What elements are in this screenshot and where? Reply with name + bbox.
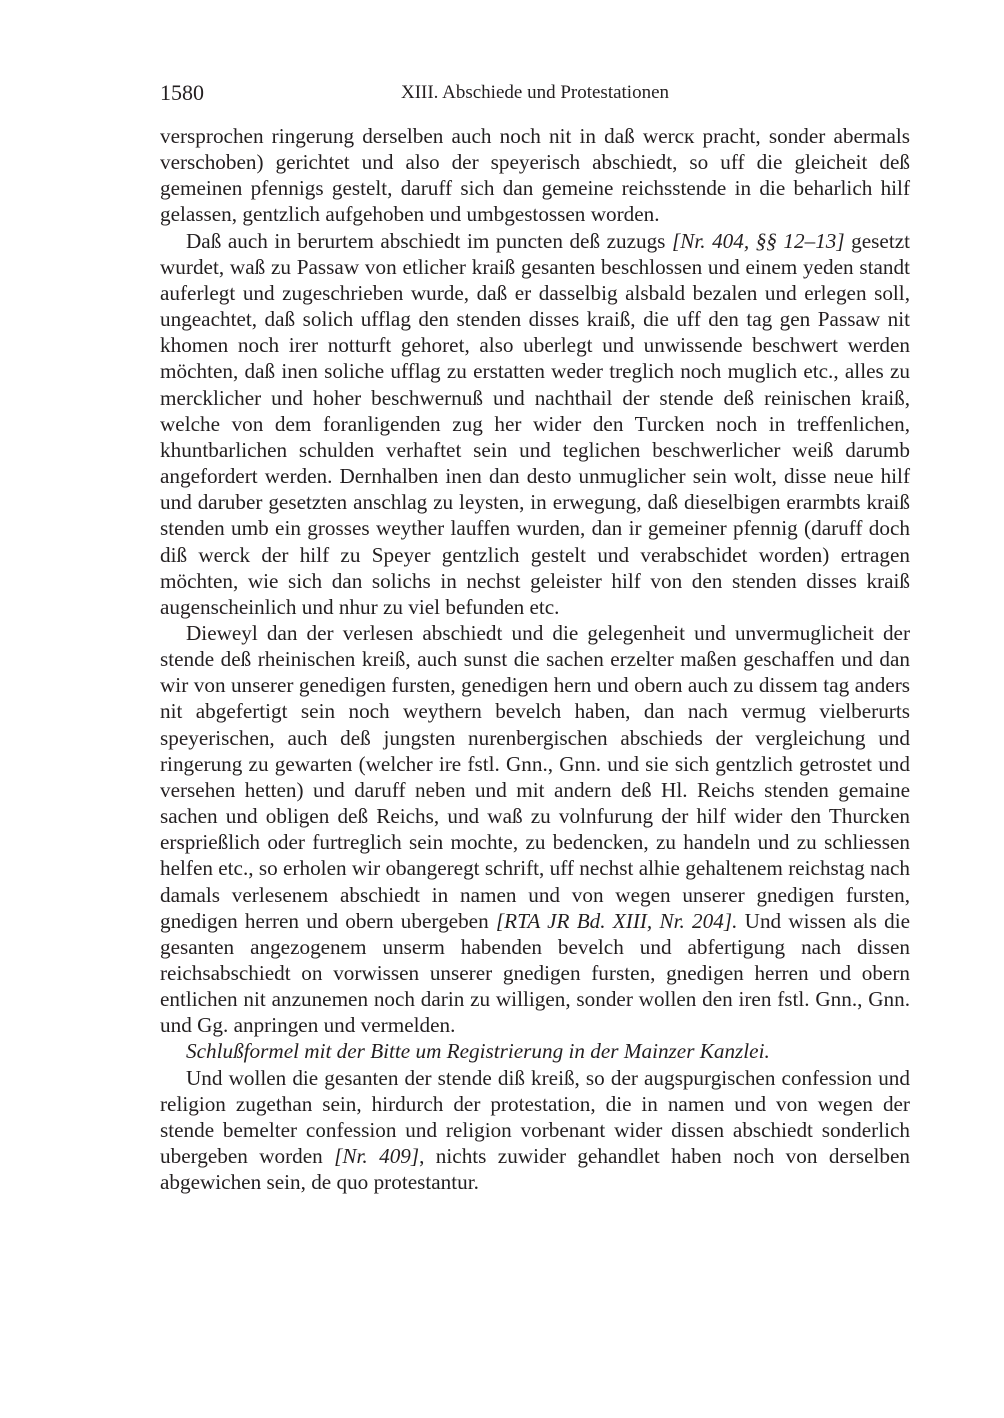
paragraph-4	[160, 1065, 910, 1196]
reference-rta-204: [RTA JR Bd. XIII, Nr. 204].	[495, 908, 738, 933]
paragraph-4-text-b: , nichts zuwider gehandlet haben noch von derselben abgewichen sein, de quo protestantur.	[160, 1144, 910, 1195]
paragraph-3	[160, 620, 910, 1039]
paragraph-1: versprochen ringerung derselben auch noch nit in daß wercк pracht, sonder abermals verschoben) gerichtet und also der speyerisch abschiedt, so uff die gleicheit deß gemeinen pfennigs gestelt, daruff sich dan gemeine reichsstende in die beharlich hilf gelassen, gentzlich aufgehoben und umbgestossen worden.	[160, 124, 910, 227]
page-number: 1580	[160, 80, 204, 105]
reference-nr-409: [Nr. 409]	[334, 1144, 420, 1169]
paragraph-2-text-a: Daß auch in berurtem abschiedt im puncten deß zuzugs	[186, 228, 672, 253]
paragraph-3-text-a: Dieweyl dan der verlesen abschiedt und die gelegenheit und unvermuglicheit der stende deß rheinischen kreiß, auch sunst die sachen erzelter maßen geschaffen und dan wir von unserer genedigen fursten, genedigen hern und obern auch zu dissem tag anders nit abgefertigt sein noch weythern bevelch haben, dan nach vermug vielberurts speyerischen, auch deß jungsten nurenbergischen abschieds der vergleichung und ringerung zu gewarten (welcher ire fstl. Gnn., Gnn. und sie sich gentzlich getrostet und versehen hetten) und daruff neben und mit andern deß Hl. Reichs stenden gemaine sachen und obligen deß Reichs, und waß zu volnfurung der hilf wider den Thurcken ersprießlich oder furtreglich sein mochte, zu bedencken, zu handeln und zu schliessen helfen etc., so erholen wir obangeregt schrift, uff nechst alhie gehaltenem reichstag nach damals verlesenem abschiedt in namen und von wegen unserer gnedigen fursten, gnedigen herren und obern ubergeben	[160, 620, 910, 933]
paragraph-2-text-b: gesetzt wurdet, waß zu Passaw von etlicher kraiß gesanten beschlossen und einem yeden standt auferlegt und zugeschrieben wurde, daß er dasselbig alsbald bezalen und erlegen soll, ungeachtet, daß solich ufflag den stenden disses kraiß, die uff den tag gen Passaw nit khomen noch irer notturft gehoret, also uberlegt und unwissende beschwert werden möchten, daß inen soliche ufflag zu erstatten weder treglich noch muglich etc., alles zu mercklicher und hoher beschwernuß und nachthail der stende deß reinischen kraiß, welche von dem foranligenden zug her wider den Turcken noch in treffenlichen, khuntbarlichen schulden verhaftet sein und teglichen beschwerlicher weiß darumb angefordert werden. Dernhalben inen dan desto unmuglicher sein wolt, disse neue hilf und daruber gesetzten anschlag zu leysten, in erwegung, daß dieselbigen erarmbts kraiß stenden umb ein grosses weyther lauffen wurden, dan ir gemeiner pfennig (daruff doch diß werck der hilf zu Speyer gentzlich gestelt und verabschidet worden) ertragen möchten, wie sich dan solichs in nechst geleister hilf von den stenden disses kraiß augenscheinlich und nhur zu viel befunden etc.	[160, 228, 911, 619]
paragraph-4-text-a: Und wollen die gesanten der stende diß kreiß, so der augspurgischen confession und religion zugethan sein, hirdurch der protestation, die in namen und von wegen der stende bemelter confession und religion vorbenant wider dissen abschiedt sonderlich ubergeben worden	[160, 1065, 910, 1169]
page-header	[160, 78, 910, 108]
document-body	[160, 123, 910, 1195]
reference-nr-404: [Nr. 404, §§ 12–13]	[671, 228, 845, 253]
editorial-note: Schlußformel mit der Bitte um Registrierung in der Mainzer Kanzlei.	[186, 1039, 770, 1064]
paragraph-2	[160, 228, 910, 620]
paragraph-3-text-b: Und wissen als die gesanten angezogenem unserm habenden bevelch und abfertigung nach dissen reichsabschiedt on vorwissen unserer gnedigen fursten, gnedigen herren und obern entlichen nit anzunemen noch darin zu willigen, sonder wollen den iren fstl. Gnn., Gnn. und Gg. anpringen und vermelden.	[160, 908, 910, 1038]
running-head: XIII. Abschiede und Protestationen	[400, 82, 670, 103]
